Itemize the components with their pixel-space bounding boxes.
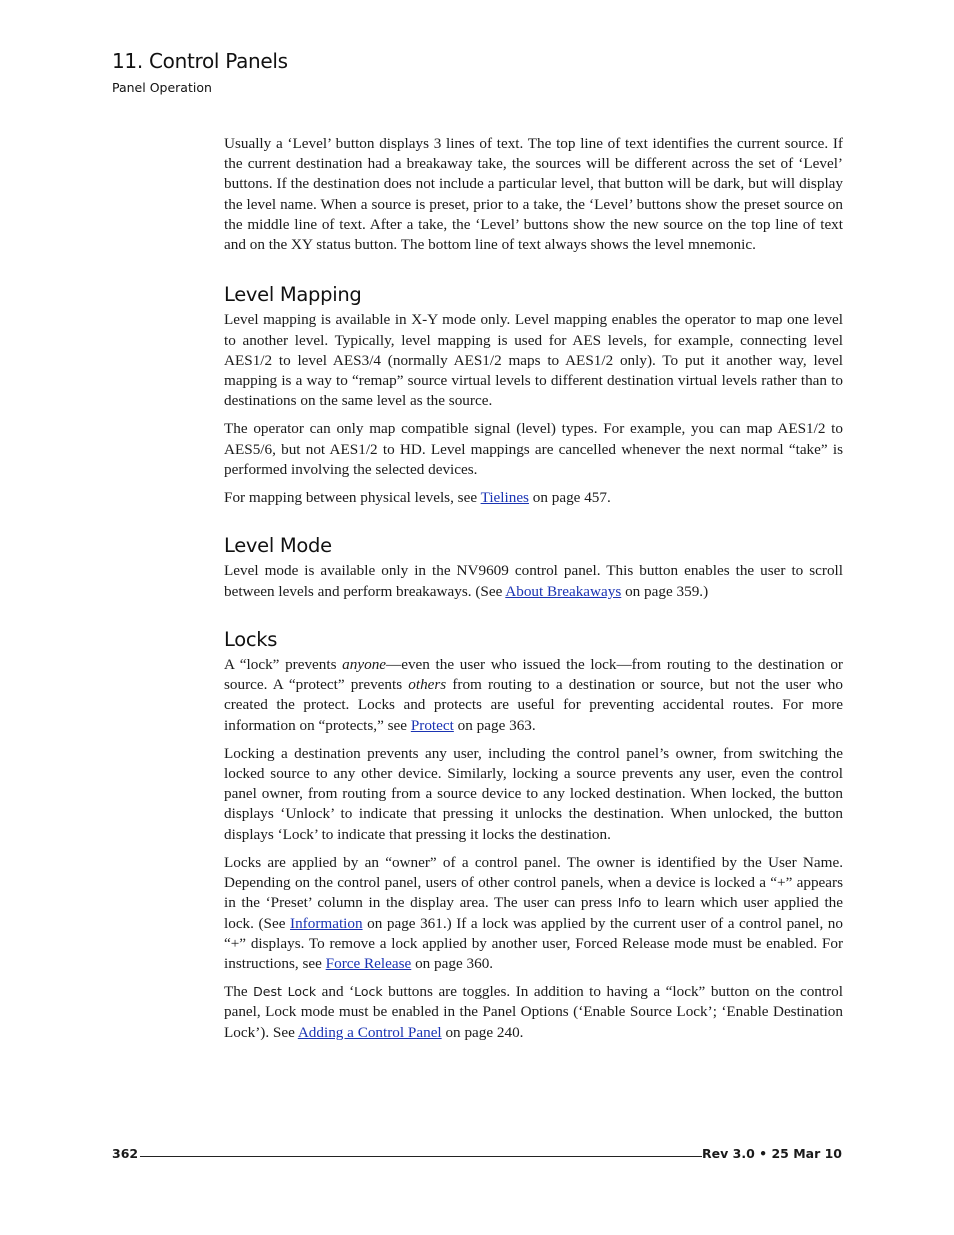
emphasis-others: others [408,676,447,694]
text-span: and ‘ [316,983,355,1001]
heading-level-mode: Level Mode [224,534,332,558]
text-span: A “lock” prevents [224,656,343,674]
text-span: on page 363. [453,716,536,734]
text-span: on page 360. [411,954,494,972]
footer-divider [140,1156,702,1157]
link-about-breakaways[interactable]: About Breakaways [505,582,622,600]
text-span: —even the user who issued the lock—from routing to the destination or source. A “protect” prevents [224,656,843,694]
locks-paragraph-1 [224,655,843,736]
level-mapping-paragraph-1: Level mapping is available in X-Y mode only. Level mapping enables the operator to map one level to another level. Typically, level mapping is used for AES levels, for example, connecting level AES1/2 to level AES3/4 (normally AES1/2 maps to AES1/2 only). To put it another way, level mapping is a way to “remap” source virtual levels to different destination virtual levels rather than to destinations on the same level as the source. [224,311,843,410]
ui-label-info: Info [617,895,642,911]
level-mode-paragraph [224,561,843,601]
link-adding-control-panel[interactable]: Adding a Control Panel [297,1023,442,1041]
heading-level-mapping: Level Mapping [224,283,362,307]
page-body [224,134,843,1051]
text-span: on page 240. [441,1023,524,1041]
text-span: from routing to a destination or source, but not the user who created the protect. Locks and protects are useful for preventing accidental routes. For more information on “protects,” see [224,676,843,734]
text-span: The [224,983,254,1001]
text-span: Locks are applied by an “owner” of a control panel. The owner is identified by the User Name. Depending on the control panel, users of other control panels, when a device is locked a “+” appears in the ‘Preset’ column in the display area. The user can press [224,853,843,912]
text-span: For mapping between physical levels, see [224,489,481,507]
heading-locks: Locks [224,627,278,651]
text-span: to learn which user applied the lock. (See [224,894,843,932]
emphasis-anyone: anyone [342,656,387,674]
link-protect[interactable]: Protect [410,716,454,734]
locks-paragraph-2: Locking a destination prevents any user, including the control panel’s owner, from switching the locked source to any other device. Similarly, locking a source prevents any user, even the control panel owner, from routing from a source device to any locked destination. When locked, the button displays ‘Unlock’ to indicate that pressing it unlocks the destination. When unlocked, the button displays ‘Lock’ to indicate that pressing it locks the destination. [224,744,843,843]
text-span: buttons are toggles. In addition to having a “lock” button on the control panel, Lock mode must be enabled in the Panel Options (‘Enable Source Lock’; ‘Enable Destination Lock’). See [224,983,843,1041]
text-span: Level mode is available only in the NV9609 control panel. This button enables the user to scroll between levels and perform breakaways. (See [224,562,843,600]
text-span: on page 457. [528,489,611,507]
locks-paragraph-4 [224,982,843,1043]
link-force-release[interactable]: Force Release [325,954,412,972]
revision-label: Rev 3.0 • 25 Mar 10 [702,1146,842,1161]
text-span: on page 361.) If a lock was applied by the current user of a control panel, no “+” displays. To remove a lock applied by another user, Forced Release mode must be enabled. For instructions, see [224,914,843,972]
ui-label-dest-lock: Dest Lock [253,984,317,1000]
ui-label-lock: Lock [354,984,383,1000]
page-number: 362 [112,1146,139,1161]
link-information[interactable]: Information [290,914,363,932]
locks-paragraph-3 [224,853,843,974]
level-mapping-paragraph-3 [224,488,843,508]
level-mapping-paragraph-2: The operator can only map compatible signal (level) types. For example, you can map AES1/2 to AES5/6, but not AES1/2 to HD. Level mappings are cancelled whenever the next normal “take” is performed involving the selected devices. [224,420,843,478]
text-span: on page 359.) [621,582,709,600]
chapter-title: 11. Control Panels [112,49,288,73]
link-tielines[interactable]: Tielines [480,489,529,507]
section-subtitle: Panel Operation [112,80,212,95]
intro-paragraph: Usually a ‘Level’ button displays 3 lines of text. The top line of text identifies the current source. If the current destination had a breakaway take, the sources will be different across the set of ‘Level’ buttons. If the destination does not include a particular level, that button will be dark, but will display the level name. When a source is preset, prior to a take, the ‘Level’ buttons show the preset source on the middle line of text. After a take, the ‘Level’ buttons show the new source on the top line of text and on the XY status button. The bottom line of text always shows the level mnemonic. [224,135,843,254]
